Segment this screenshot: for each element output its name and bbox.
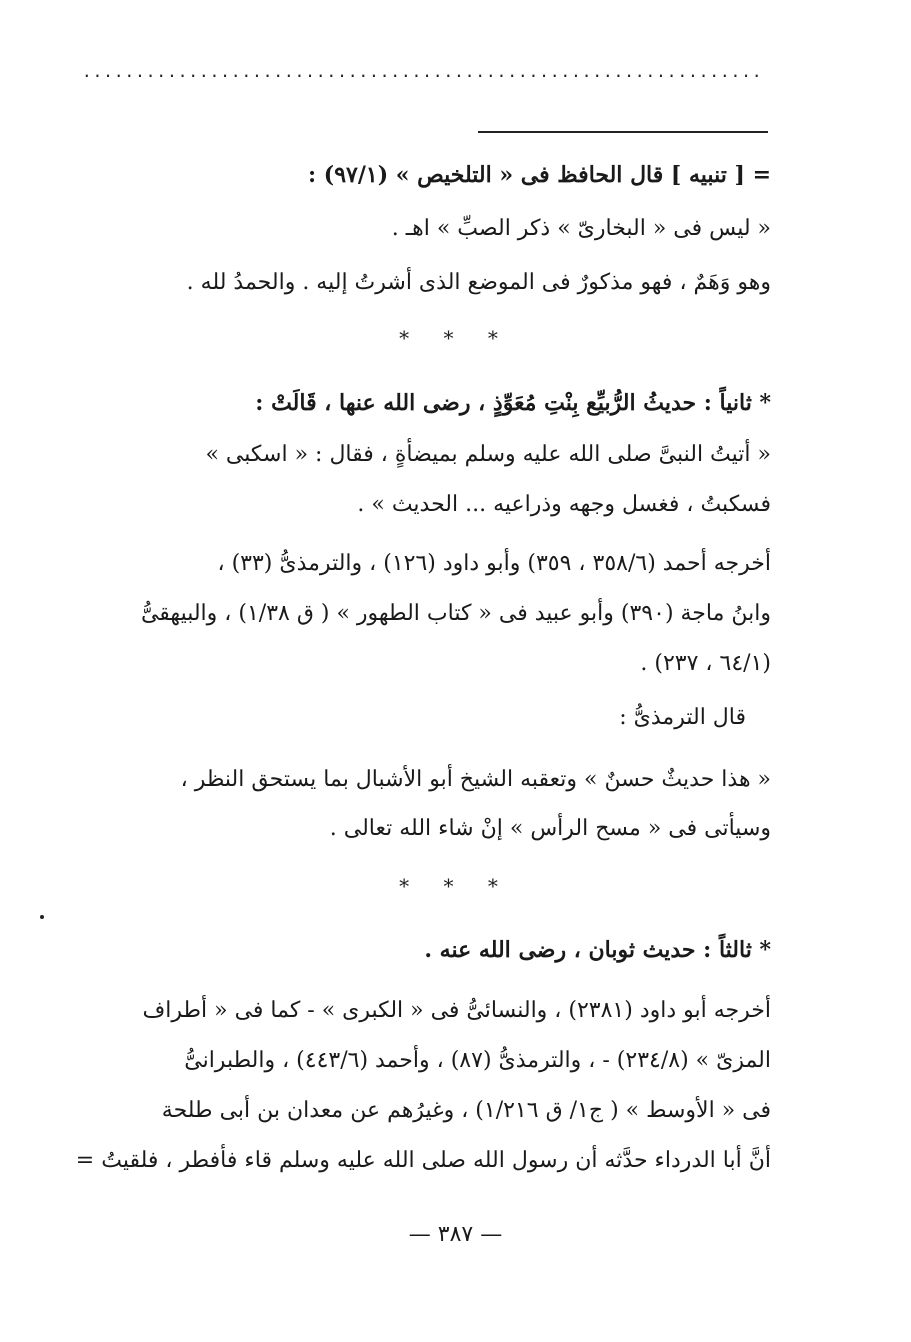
said-quote-line: « هذا حديثٌ حسنٌ » وتعقبه الشيخ أبو الأشبال بما يستحق النظر ،	[180, 767, 771, 792]
takhrij-line: (٦٤/١ ، ٢٣٧) .	[640, 651, 771, 676]
takhrij-line: أنَّ أبا الدرداء حدَّثه أن رسول الله صلى الله عليه وسلم قاء فأفطر ، فلقيتُ =	[75, 1148, 771, 1173]
said-label: قال الترمذىُّ :	[619, 705, 746, 730]
stray-mark	[40, 915, 44, 919]
takhrij-line: أخرجه أحمد (٣٥٨/٦ ، ٣٥٩) وأبو داود (١٢٦) ، والترمذىُّ (٣٣) ،	[217, 551, 771, 576]
takhrij-line: أخرجه أبو داود (٢٣٨١) ، والنسائىُّ فى « الكبرى » - كما فى « أطراف	[142, 998, 771, 1023]
footnote-rule	[478, 131, 768, 133]
note-line-2: « ليس فى « البخارىّ » ذكر الصبِّ » اهـ .	[391, 216, 771, 241]
section-heading: * ثالثاً : حديث ثوبان ، رضى الله عنه .	[424, 937, 771, 963]
said-quote-line: وسيأتى فى « مسح الرأس » إنْ شاء الله تعالى .	[329, 816, 771, 841]
note-line-3: وهو وَهَمٌ ، فهو مذكورٌ فى الموضع الذى أشرتُ إليه . والحمدُ لله .	[186, 270, 771, 295]
note-line-1: = [ تنبيه ] قال الحافظ فى « التلخيص » (٩٧/١) :	[308, 162, 771, 188]
page-number: — ٣٨٧ —	[408, 1222, 503, 1247]
stars-divider: * * *	[399, 874, 512, 898]
stars-divider: * * *	[399, 326, 512, 350]
dotted-separator: ................................................................	[82, 62, 763, 81]
takhrij-line: المزىّ » (٢٣٤/٨) - ، والترمذىُّ (٨٧) ، وأحمد (٤٤٣/٦) ، والطبرانىُّ	[184, 1048, 771, 1073]
section-heading: * ثانياً : حديثُ الرُّبيِّع بِنْتِ مُعَوِّذٍ ، رضى الله عنها ، قَالَتْ :	[255, 390, 771, 416]
takhrij-line: فى « الأوسط » ( ج١/ ق ١/٢١٦) ، وغيرُهم عن معدان بن أبى طلحة	[161, 1098, 771, 1123]
quote-line: فسكبتُ ، فغسل وجهه وذراعيه ... الحديث » .	[357, 492, 771, 517]
quote-line: « أتيتُ النبىَّ صلى الله عليه وسلم بميضأةٍ ، فقال : « اسكبى »	[205, 442, 771, 467]
takhrij-line: وابنُ ماجة (٣٩٠) وأبو عبيد فى « كتاب الطهور » ( ق ١/٣٨) ، والبيهقىُّ	[140, 601, 771, 626]
